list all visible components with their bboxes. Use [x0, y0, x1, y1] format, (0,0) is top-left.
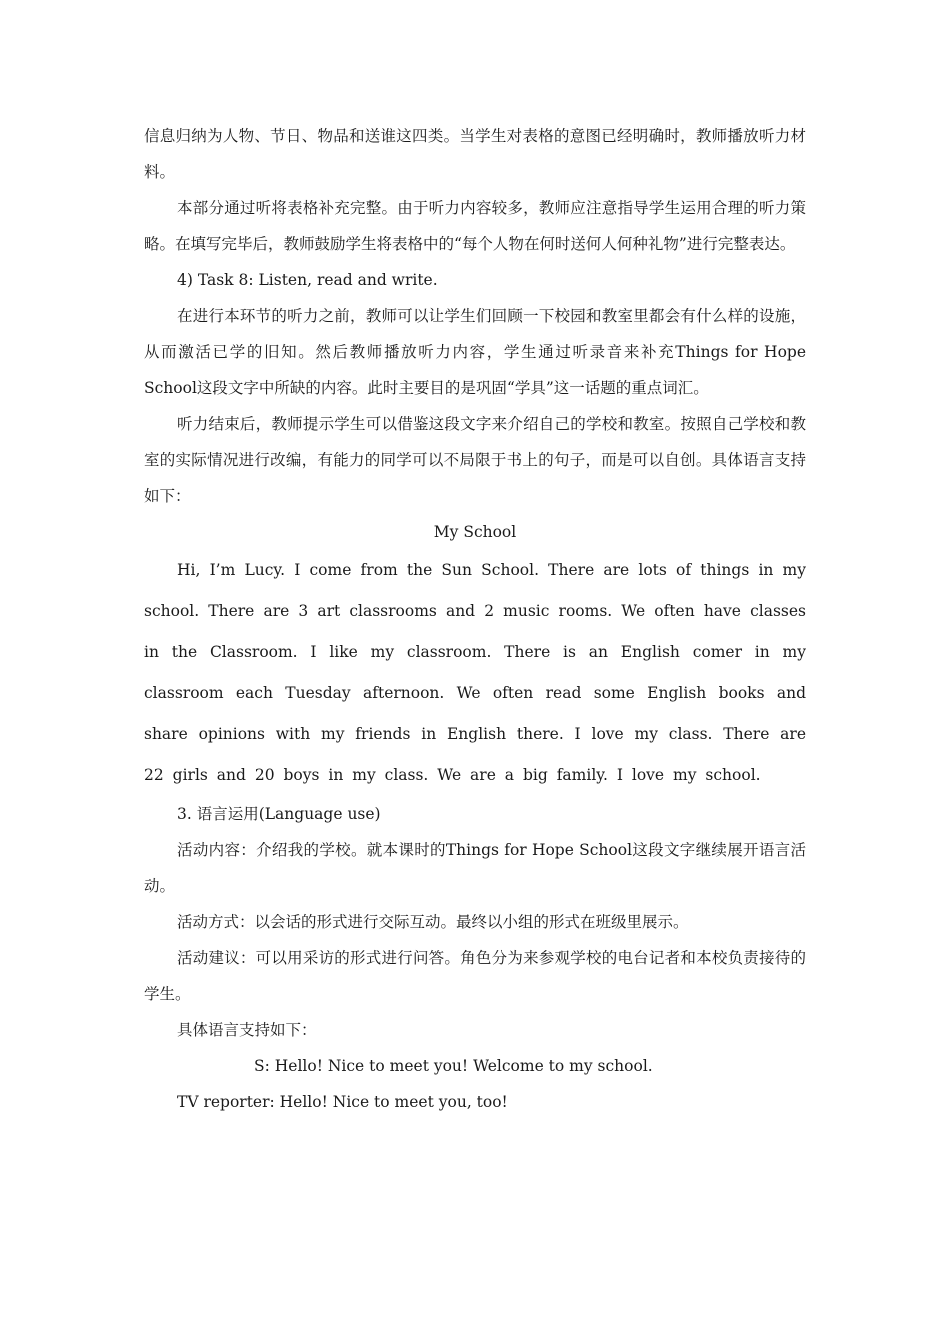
paragraph-activity-content: 活动内容：介绍我的学校。就本课时的Things for Hope School这段文字继续展开语言活动。: [144, 841, 806, 895]
document-page: [144, 118, 806, 1120]
dialog-line-reporter: TV reporter: Hello! Nice to meet you, too!: [177, 1093, 508, 1111]
section-language-use-heading: 3. 语言运用(Language use): [177, 805, 381, 823]
paragraph-activity-suggestion: 活动建议：可以用采访的形式进行问答。角色分为来参观学校的电台记者和本校负责接待的学生。: [144, 949, 806, 1003]
paragraph-language-support: 具体语言支持如下：: [177, 1021, 317, 1039]
paragraph-intro-continued: 信息归纳为人物、节日、物品和送谁这四类。当学生对表格的意图已经明确时，教师播放听力材料。: [144, 127, 806, 181]
task-8-heading: 4) Task 8: Listen, read and write.: [177, 271, 438, 289]
essay-body: Hi, I’m Lucy. I come from the Sun School. There are lots of things in my school. There are 3 art classrooms and 2 music rooms. We often have classes in the Classroom. I like my classroom. There is an English comer in my classroom each Tuesday afternoon. We often read some English books and share opinions with my friends in English there. I love my class. There are 22 girls and 20 boys in my class. We are a big family. I love my school.: [144, 561, 806, 784]
dialog-line-student: S: Hello! Nice to meet you! Welcome to my school.: [254, 1057, 653, 1075]
paragraph-activity-method: 活动方式：以会话的形式进行交际互动。最终以小组的形式在班级里展示。: [177, 913, 689, 931]
essay-title: My School: [433, 523, 517, 541]
paragraph-listening-strategy: 本部分通过听将表格补充完整。由于听力内容较多，教师应注意指导学生运用合理的听力策略。在填写完毕后，教师鼓励学生将表格中的“每个人物在何时送何人何种礼物”进行完整表达。: [144, 199, 806, 253]
paragraph-after-listening: 听力结束后，教师提示学生可以借鉴这段文字来介绍自己的学校和教室。按照自己学校和教室的实际情况进行改编，有能力的同学可以不局限于书上的句子，而是可以自创。具体语言支持如下：: [144, 415, 806, 505]
paragraph-task-8-description: 在进行本环节的听力之前，教师可以让学生们回顾一下校园和教室里都会有什么样的设施，从而激活已学的旧知。然后教师播放听力内容，学生通过听录音来补充Things for Hope School这段文字中所缺的内容。此时主要目的是巩固“学具”这一话题的重点词汇。: [144, 307, 806, 397]
